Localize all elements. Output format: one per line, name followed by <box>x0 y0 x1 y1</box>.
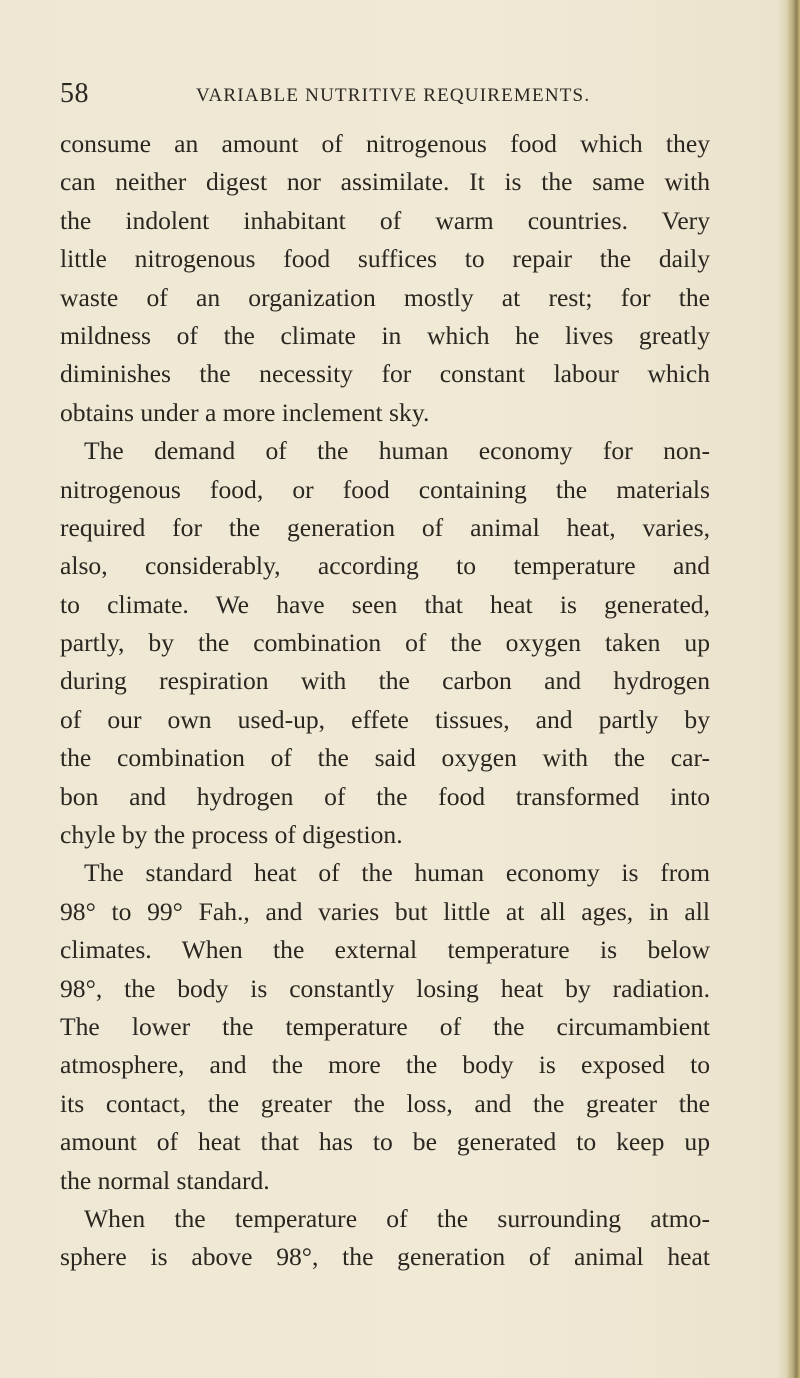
body-text <box>60 125 710 1277</box>
running-head: VARIABLE NUTRITIVE REQUIREMENTS. <box>196 85 591 106</box>
text-line: waste of an organization mostly at rest; for the <box>60 282 710 312</box>
text-line: When the temperature of the surrounding atmo- <box>84 1203 710 1233</box>
text-line: The demand of the human economy for non- <box>84 436 710 466</box>
text-line: the normal standard. <box>60 1165 270 1195</box>
page-edge <box>786 0 800 1378</box>
text-line: mildness of the climate in which he lives greatly <box>60 320 710 350</box>
text-line: the combination of the said oxygen with the car- <box>60 743 710 773</box>
text-line: bon and hydrogen of the food transformed into <box>60 781 710 811</box>
text-line: consume an amount of nitrogenous food which they <box>60 129 710 158</box>
text-line: 98° to 99° Fah., and varies but little at all ages, in all <box>60 896 710 926</box>
text-line: obtains under a more inclement sky. <box>60 397 430 427</box>
page-header <box>60 78 660 118</box>
text-line: The standard heat of the human economy is from <box>84 858 710 888</box>
text-line: required for the generation of animal heat, varies, <box>60 512 710 542</box>
text-line: diminishes the necessity for constant labour which <box>60 359 710 389</box>
text-line: chyle by the process of digestion. <box>60 820 403 850</box>
text-line: 98°, the body is constantly losing heat by radiation. <box>60 973 710 1003</box>
text-line: the indolent inhabitant of warm countries. Very <box>60 205 710 235</box>
text-line: partly, by the combination of the oxygen taken up <box>60 628 710 658</box>
text-line: The lower the temperature of the circumambient <box>60 1011 710 1041</box>
text-line: sphere is above 98°, the generation of animal heat <box>60 1242 710 1272</box>
text-line: can neither digest nor assimilate. It is the same with <box>60 167 710 197</box>
text-line: amount of heat that has to be generated to keep up <box>60 1127 710 1157</box>
text-line: nitrogenous food, or food containing the materials <box>60 474 710 504</box>
text-line: its contact, the greater the loss, and the greater the <box>60 1088 710 1118</box>
text-line: atmosphere, and the more the body is exposed to <box>60 1050 710 1080</box>
text-line: also, considerably, according to temperature and <box>60 551 710 581</box>
text-line: of our own used-up, effete tissues, and partly by <box>60 704 710 734</box>
text-line: climates. When the external temperature is below <box>60 935 710 965</box>
text-line: to climate. We have seen that heat is generated, <box>60 589 710 619</box>
text-line: little nitrogenous food suffices to repair the daily <box>60 244 710 274</box>
text-line: during respiration with the carbon and hydrogen <box>60 666 710 696</box>
page-number: 58 <box>60 78 89 109</box>
